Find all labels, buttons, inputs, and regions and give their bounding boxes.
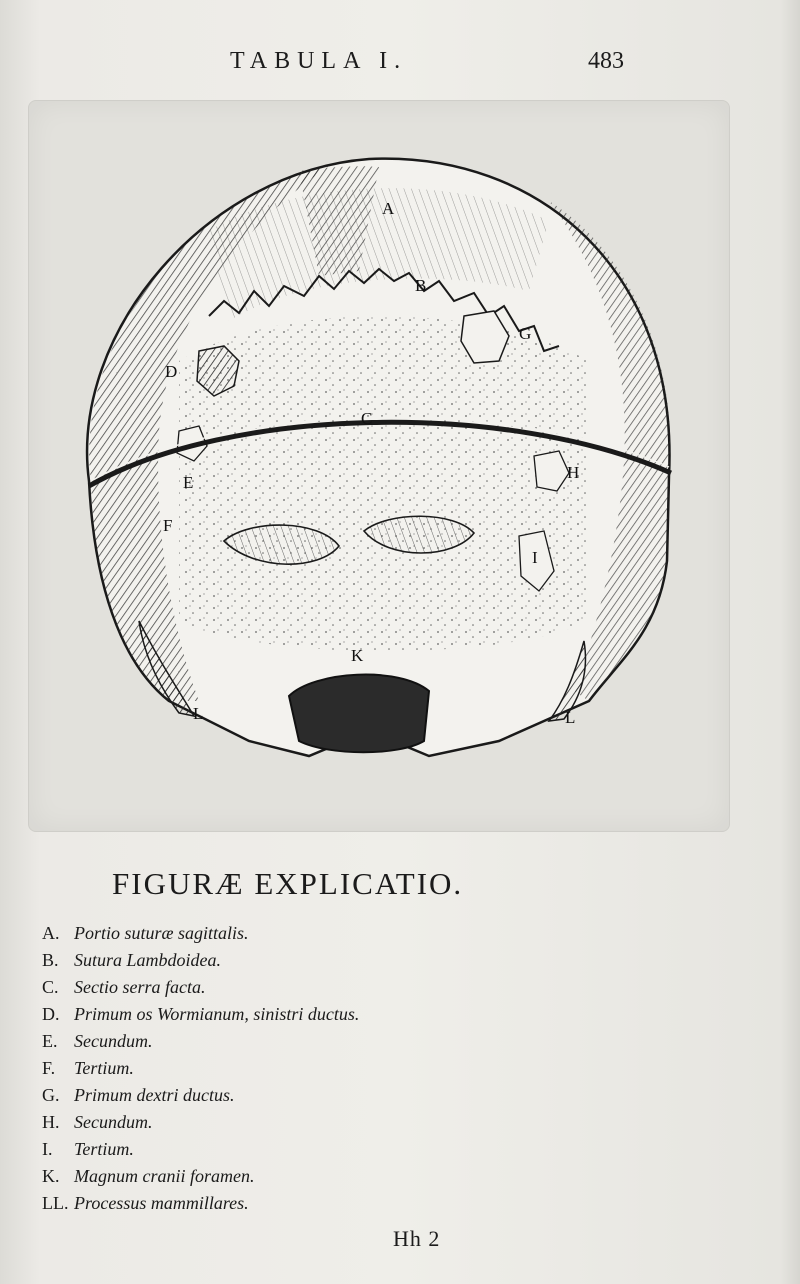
- explanation-item: F. Tertium.: [42, 1058, 134, 1078]
- running-title: TABULA I.: [230, 48, 408, 74]
- explanation-item: LL. Processus mammillares.: [42, 1193, 249, 1213]
- explanation-item: C. Sectio serra facta.: [42, 977, 206, 997]
- engraved-plate: [28, 100, 730, 832]
- label-h: H: [567, 463, 580, 482]
- foramen-magnum: [289, 675, 429, 753]
- label-l-right: L: [565, 708, 576, 727]
- label-g: G: [519, 324, 532, 343]
- label-a: A: [382, 199, 395, 218]
- label-l-left: L: [193, 704, 204, 723]
- label-i: I: [532, 548, 538, 567]
- label-e: E: [183, 473, 194, 492]
- explanation-title: FIGURÆ EXPLICATIO.: [112, 866, 464, 901]
- label-f: F: [163, 516, 173, 535]
- explanation-item: I. Tertium.: [42, 1139, 134, 1159]
- label-d: D: [165, 362, 178, 381]
- label-c: C: [361, 409, 373, 428]
- explanation-item: K. Magnum cranii foramen.: [42, 1166, 255, 1186]
- explanation-item: A. Portio suturæ sagittalis.: [42, 923, 249, 943]
- page-number: 483: [588, 48, 624, 74]
- signature-mark: Hh 2: [393, 1226, 441, 1251]
- explanation-list: [42, 920, 742, 1217]
- label-b: B: [415, 276, 427, 295]
- explanation-item: G. Primum dextri ductus.: [42, 1085, 235, 1105]
- label-k: K: [351, 646, 364, 665]
- explanation-item: B. Sutura Lambdoidea.: [42, 950, 222, 970]
- explanation-item: D. Primum os Wormianum, sinistri ductus.: [42, 1004, 360, 1024]
- running-head: [0, 46, 800, 82]
- explanation-item: H. Secundum.: [42, 1112, 153, 1132]
- explanation-item: E. Secundum.: [42, 1031, 153, 1051]
- skull-engraving: [29, 101, 729, 831]
